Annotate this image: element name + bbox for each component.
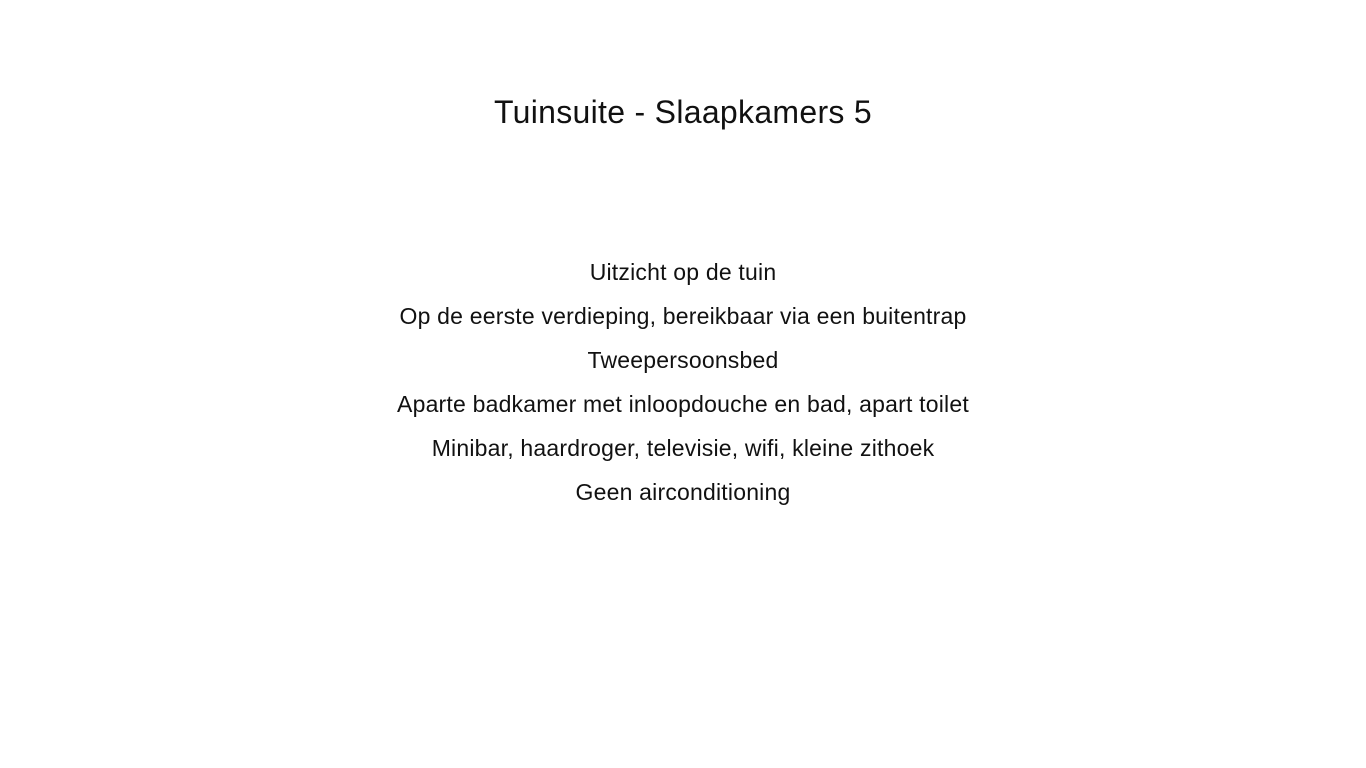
feature-amenities: Minibar, haardroger, televisie, wifi, kleine zithoek: [431, 435, 935, 461]
feature-bathroom: Aparte badkamer met inloopdouche en bad, apart toilet: [397, 391, 969, 417]
feature-airconditioning: Geen airconditioning: [575, 479, 791, 505]
feature-view: Uitzicht op de tuin: [589, 259, 777, 285]
feature-floor-access: Op de eerste verdieping, bereikbaar via een buitentrap: [399, 303, 967, 329]
room-features-list: [0, 255, 1366, 519]
feature-bed: Tweepersoonsbed: [587, 347, 779, 373]
room-title: Tuinsuite - Slaapkamers 5: [493, 94, 873, 130]
